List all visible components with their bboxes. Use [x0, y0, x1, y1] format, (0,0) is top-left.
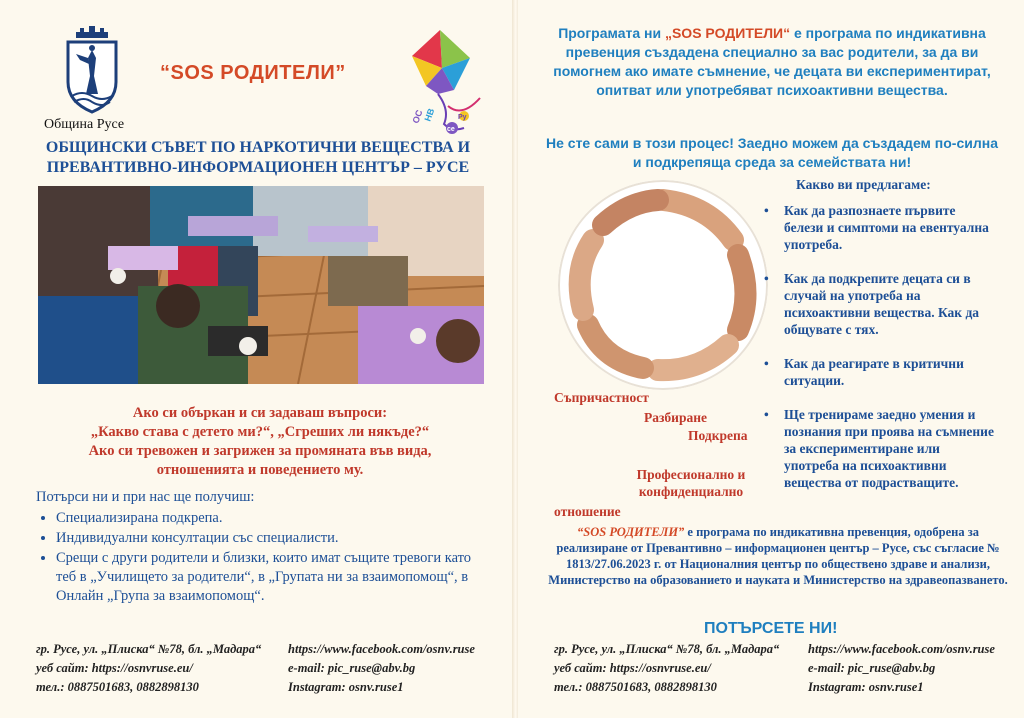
value-word: отношение — [554, 504, 621, 519]
address: гр. Русе, ул. „Плиска“ №78, бл. „Мадара“ — [36, 642, 262, 656]
kite-letter: НВ — [422, 107, 437, 123]
website-link[interactable]: уеб сайт: https://osnvruse.eu/ — [36, 661, 193, 675]
right-page — [518, 0, 1024, 718]
offer-list-item: • Индивидуални консултации със специалисти. — [56, 529, 486, 548]
value-word: Съпричастност — [554, 390, 649, 405]
contact-online-block — [808, 640, 995, 697]
organization-name — [18, 138, 498, 178]
value-word: Разбиране — [644, 410, 707, 425]
sos-title: “SOS РОДИТЕЛИ” — [160, 62, 346, 84]
email-link[interactable]: e-mail: pic_ruse@abv.bg — [288, 661, 416, 675]
instagram-link[interactable]: Instagram: osnv.ruse1 — [288, 680, 404, 694]
kite-letter: Ру — [458, 114, 467, 121]
intro-prefix: Програмата ни — [558, 25, 665, 41]
question-line: Ако си тревожен и загрижен за промяната във вида, — [88, 443, 432, 459]
org-line-2: ПРЕВАНТИВНО-ИНФОРМАЦИОНЕН ЦЕНТЪР – РУСЕ — [46, 159, 470, 176]
offer-heading: Какво ви предлагаме: — [796, 177, 931, 192]
osnv-kite-logo-icon — [392, 28, 487, 138]
intro-program-name: „SOS РОДИТЕЛИ“ — [664, 25, 791, 41]
kite-letter: се — [447, 126, 455, 133]
right-offer-list — [758, 202, 998, 508]
offer-list — [36, 509, 486, 606]
question-line: отношенията и поведението му. — [156, 462, 364, 478]
website-link[interactable]: уеб сайт: https://osnvruse.eu/ — [554, 661, 711, 675]
hands-circle-photo — [558, 180, 768, 390]
contact-address-block — [554, 640, 779, 697]
address: гр. Русе, ул. „Плиска“ №78, бл. „Мадара“ — [554, 642, 780, 656]
municipality-caption: Община Русе — [44, 117, 125, 132]
call-to-action: ПОТЪРСЕТЕ НИ! — [704, 620, 838, 637]
right-offer-item: • Как да подкрепите децата си в случай на употреба на психоактивни вещества. Как да общувате с тях. — [784, 270, 998, 338]
contact-online-block — [288, 640, 475, 697]
phones: тел.: 0887501683, 0882898130 — [36, 680, 199, 694]
approval-program-name: “SOS РОДИТЕЛИ” — [577, 525, 685, 539]
right-offer-item: • Как да реагирате в критични ситуации. — [784, 355, 998, 389]
intro-rest: е програма по индикативна превенция създадена специално за вас родители, за да ви помогнем ако имате съмнение, че децата ви експериментират, опитват или употребяват психоактивни вещества. — [553, 25, 991, 98]
kite-letter: ОС — [410, 108, 425, 125]
offer-list-item: • Специализирана подкрепа. — [56, 509, 486, 528]
phones: тел.: 0887501683, 0882898130 — [554, 680, 717, 694]
email-link[interactable]: e-mail: pic_ruse@abv.bg — [808, 661, 936, 675]
contact-address-block — [36, 640, 261, 697]
instagram-link[interactable]: Instagram: osnv.ruse1 — [808, 680, 924, 694]
questions-block — [30, 404, 490, 480]
approval-text: е програма по индикативна превенция, одобрена за реализиране от Превантивно – информационен център – Русе, със съгласие № 1813/27.06.2023 г. от Националния център по обществено здраве и анализи, Министерство на образованието и науката и Министерство на здравеопазването. — [548, 525, 1008, 587]
offer-intro: Потърси ни и при нас ще получиш: — [36, 489, 255, 505]
facebook-link[interactable]: https://www.facebook.com/osnv.ruse — [288, 642, 475, 656]
support-group-photo — [38, 186, 484, 384]
not-alone-statement: Не сте сами в този процес! Заедно можем да създадем по-силна и подкрепяща среда за семействата ни! — [546, 135, 998, 170]
offer-block — [36, 488, 486, 607]
value-word: Професионално и конфиденциално — [636, 467, 746, 499]
right-offer-item: • Ще тренираме заедно умения и познания при проява на съмнение за експериментиране или употреба на психоактивни вещества от подрастващите. — [784, 406, 998, 491]
org-line-1: ОБЩИНСКИ СЪВЕТ ПО НАРКОТИЧНИ ВЕЩЕСТВА И — [45, 139, 471, 156]
question-line: „Какво става с детето ми?“, „Сгреших ли някъде?“ — [90, 424, 430, 440]
ruse-coat-of-arms-icon — [62, 24, 122, 114]
value-word: Подкрепа — [688, 428, 748, 443]
program-intro — [552, 24, 992, 100]
approval-statement — [548, 524, 1008, 588]
offer-list-item: • Срещи с други родители и близки, които имат същите тревоги като теб в „Училището за родители“, в „Групата ни за взаимопомощ“, в Онлайн „Група за взаимопомощ“. — [56, 549, 486, 606]
question-line: Ако си объркан и си задаваш въпроси: — [132, 405, 388, 421]
facebook-link[interactable]: https://www.facebook.com/osnv.ruse — [808, 642, 995, 656]
right-offer-item: • Как да разпознаете първите белези и симптоми на евентуална употреба. — [784, 202, 998, 253]
